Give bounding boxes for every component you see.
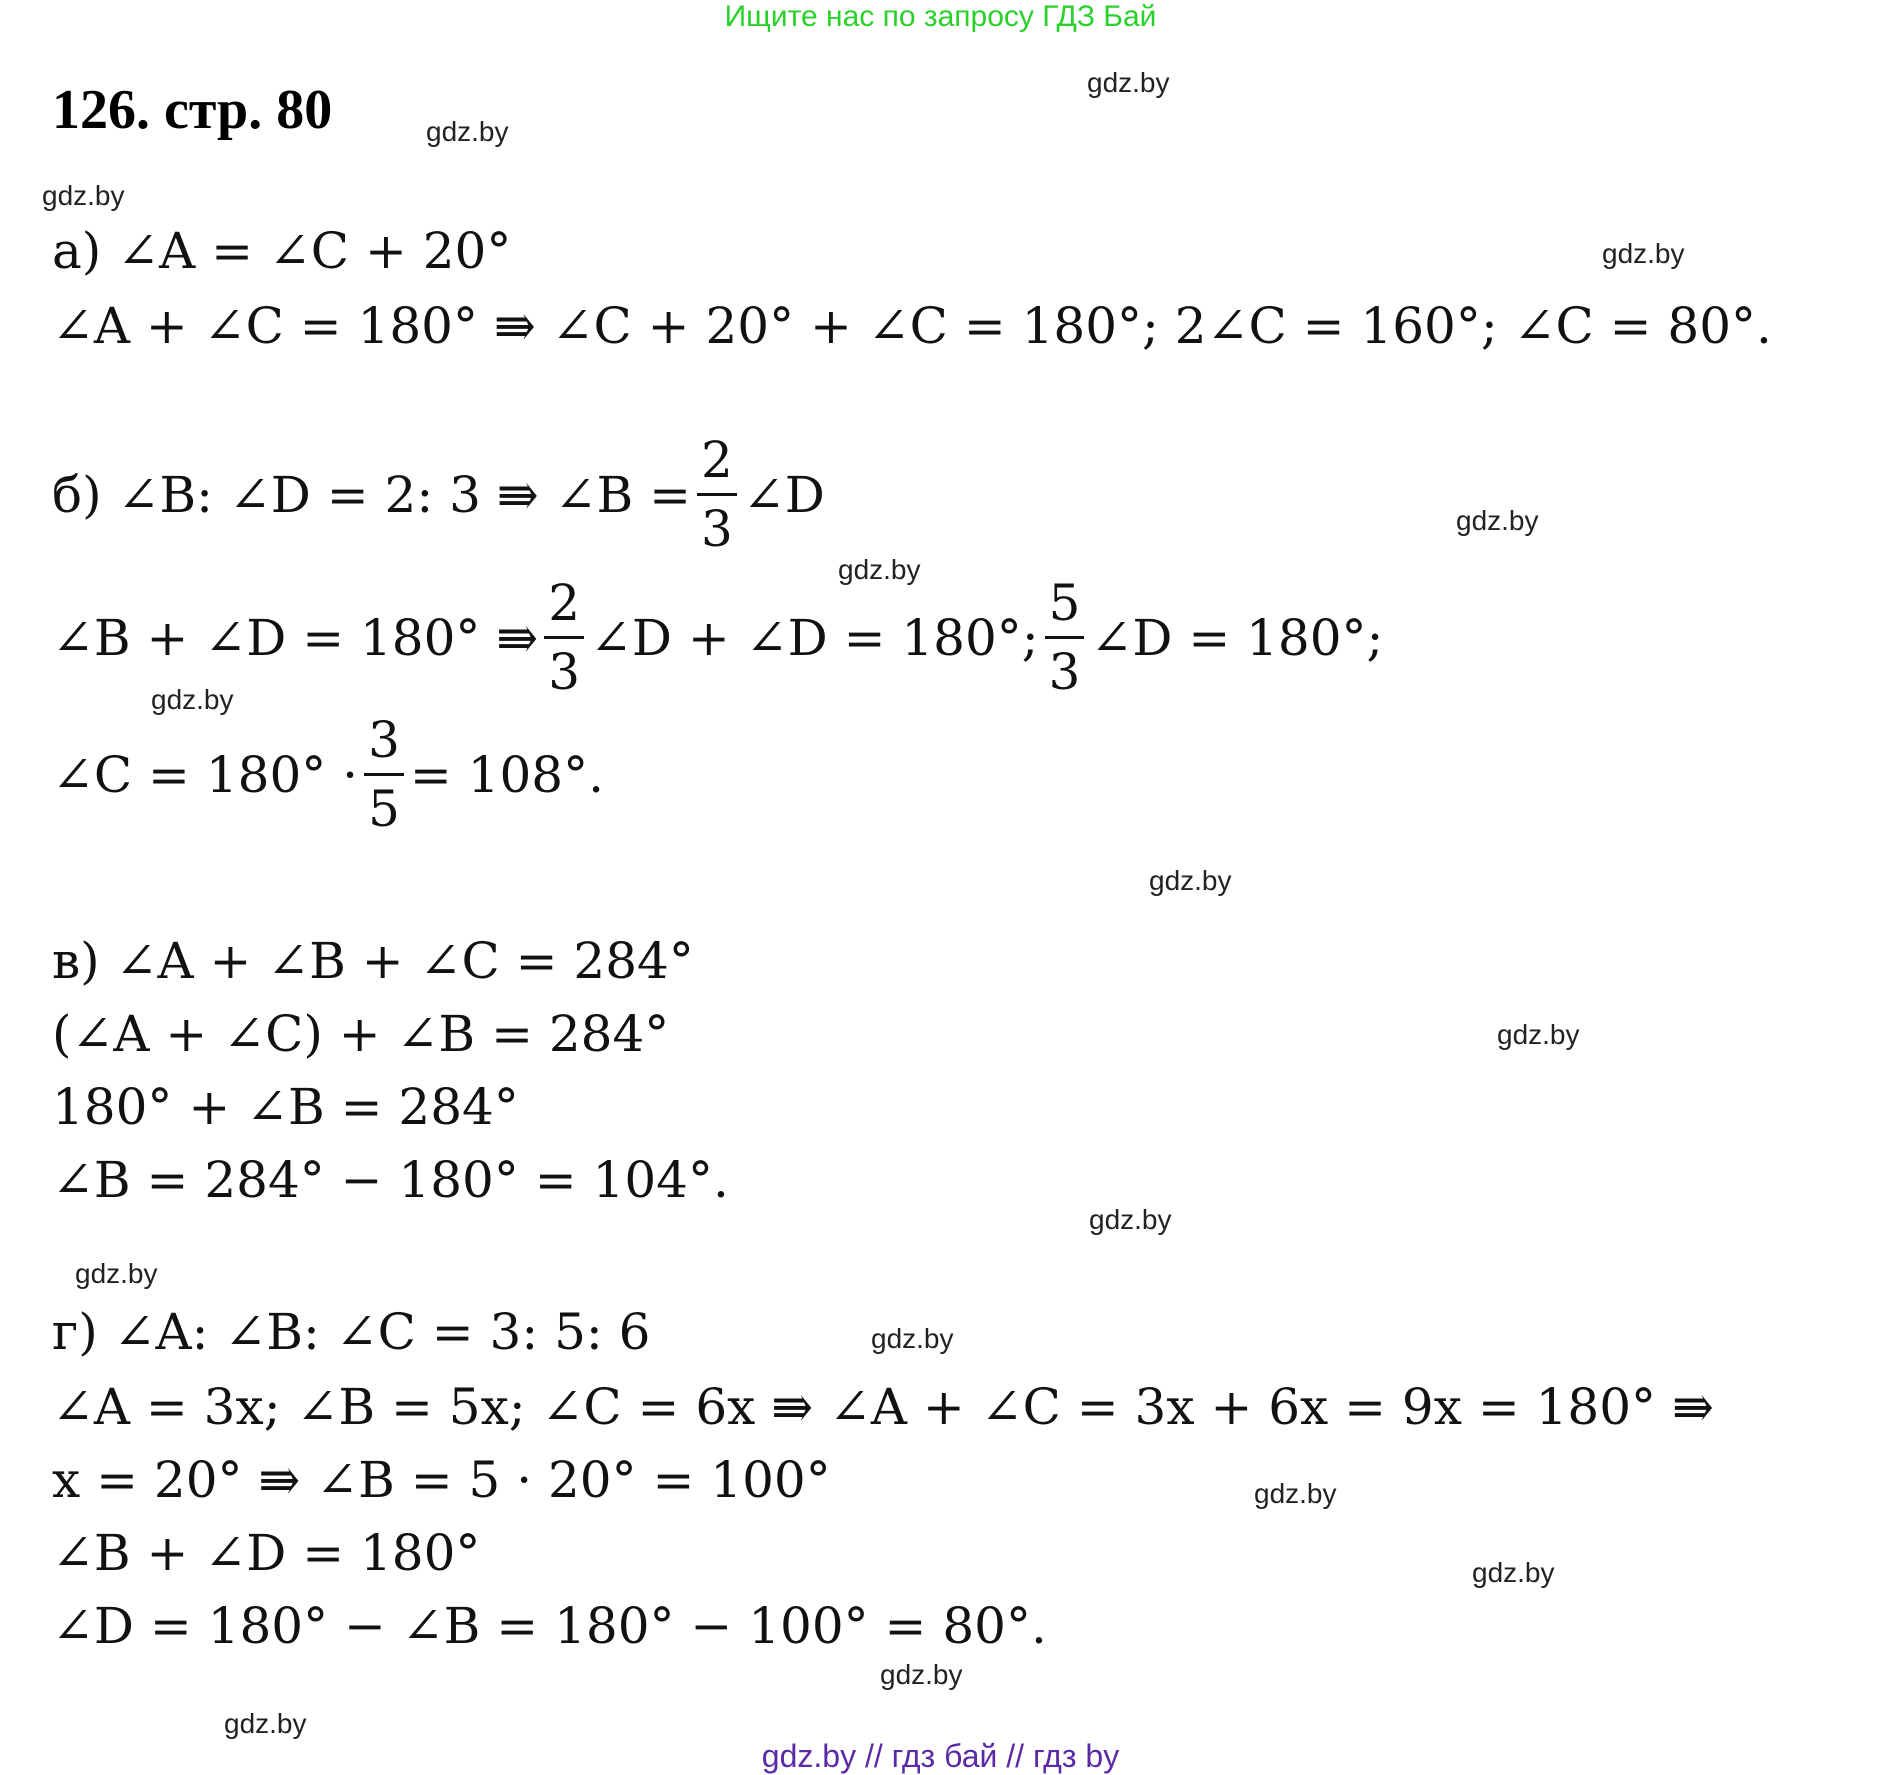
equation-b2-left: ∠B + ∠D = 180° ⇛ <box>52 608 539 667</box>
equation-g5: ∠D = 180° − ∠B = 180° − 100° = 80°. <box>52 1597 1047 1655</box>
watermark: gdz.by <box>224 1708 307 1739</box>
watermark: gdz.by <box>75 1258 158 1289</box>
equation-b3-right: = 108°. <box>409 745 604 804</box>
equation-v4: ∠B = 284° − 180° = 104°. <box>52 1151 729 1209</box>
equation-b2-right: ∠D = 180°; <box>1090 608 1384 667</box>
equation-v1: в) ∠A + ∠B + ∠C = 284° <box>52 932 694 990</box>
equation-a2: ∠A + ∠C = 180° ⇛ ∠C + 20° + ∠C = 180°; 2∠C = 160°; ∠C = 80°. <box>52 297 1772 355</box>
watermark: gdz.by <box>1089 1204 1172 1235</box>
search-banner: Ищите нас по запросу ГДЗ Бай <box>724 0 1157 33</box>
fraction-denominator: 3 <box>697 493 737 554</box>
watermark: gdz.by <box>1456 505 1539 536</box>
equation-b1-left: б) ∠B: ∠D = 2: 3 ⇛ ∠B = <box>52 465 692 524</box>
fraction <box>1045 574 1085 701</box>
watermark: gdz.by <box>1254 1478 1337 1509</box>
watermark: gdz.by <box>42 180 125 211</box>
equation-a1: а) ∠A = ∠C + 20° <box>52 222 512 280</box>
fraction-numerator: 2 <box>548 574 581 632</box>
equation-b3 <box>52 711 604 838</box>
fraction-denominator: 3 <box>544 636 584 697</box>
fraction <box>697 431 737 558</box>
equation-g2: ∠A = 3x; ∠B = 5x; ∠C = 6x ⇛ ∠A + ∠C = 3x + 6x = 9x = 180° ⇛ <box>52 1378 1714 1436</box>
fraction-denominator: 3 <box>1045 636 1085 697</box>
watermark: gdz.by <box>426 116 509 147</box>
fraction-denominator: 5 <box>364 773 404 834</box>
equation-b1 <box>52 431 825 558</box>
footer-links: gdz.by // гдз бай // гдз by <box>761 1738 1120 1774</box>
equation-g3: x = 20° ⇛ ∠B = 5 · 20° = 100° <box>52 1451 831 1509</box>
equation-b1-right: ∠D <box>742 465 825 524</box>
watermark: gdz.by <box>871 1323 954 1354</box>
watermark: gdz.by <box>838 554 921 585</box>
watermark: gdz.by <box>1149 865 1232 896</box>
equation-g1: г) ∠A: ∠B: ∠C = 3: 5: 6 <box>52 1303 651 1361</box>
watermark: gdz.by <box>880 1659 963 1690</box>
watermark: gdz.by <box>1087 67 1170 98</box>
equation-b2-middle: ∠D + ∠D = 180°; <box>590 608 1039 667</box>
fraction-numerator: 5 <box>1048 574 1081 632</box>
fraction <box>544 574 584 701</box>
equation-g4: ∠B + ∠D = 180° <box>52 1524 481 1582</box>
fraction-numerator: 3 <box>368 711 400 769</box>
equation-v2: (∠A + ∠C) + ∠B = 284° <box>52 1005 670 1063</box>
fraction <box>364 711 404 838</box>
equation-b3-left: ∠C = 180° · <box>52 745 359 804</box>
watermark: gdz.by <box>1602 238 1685 269</box>
fraction-numerator: 2 <box>701 431 733 489</box>
exercise-title: 126. стр. 80 <box>52 79 333 141</box>
watermark: gdz.by <box>151 684 234 715</box>
watermark: gdz.by <box>1497 1019 1580 1050</box>
watermark: gdz.by <box>1472 1557 1555 1588</box>
equation-v3: 180° + ∠B = 284° <box>52 1078 519 1136</box>
